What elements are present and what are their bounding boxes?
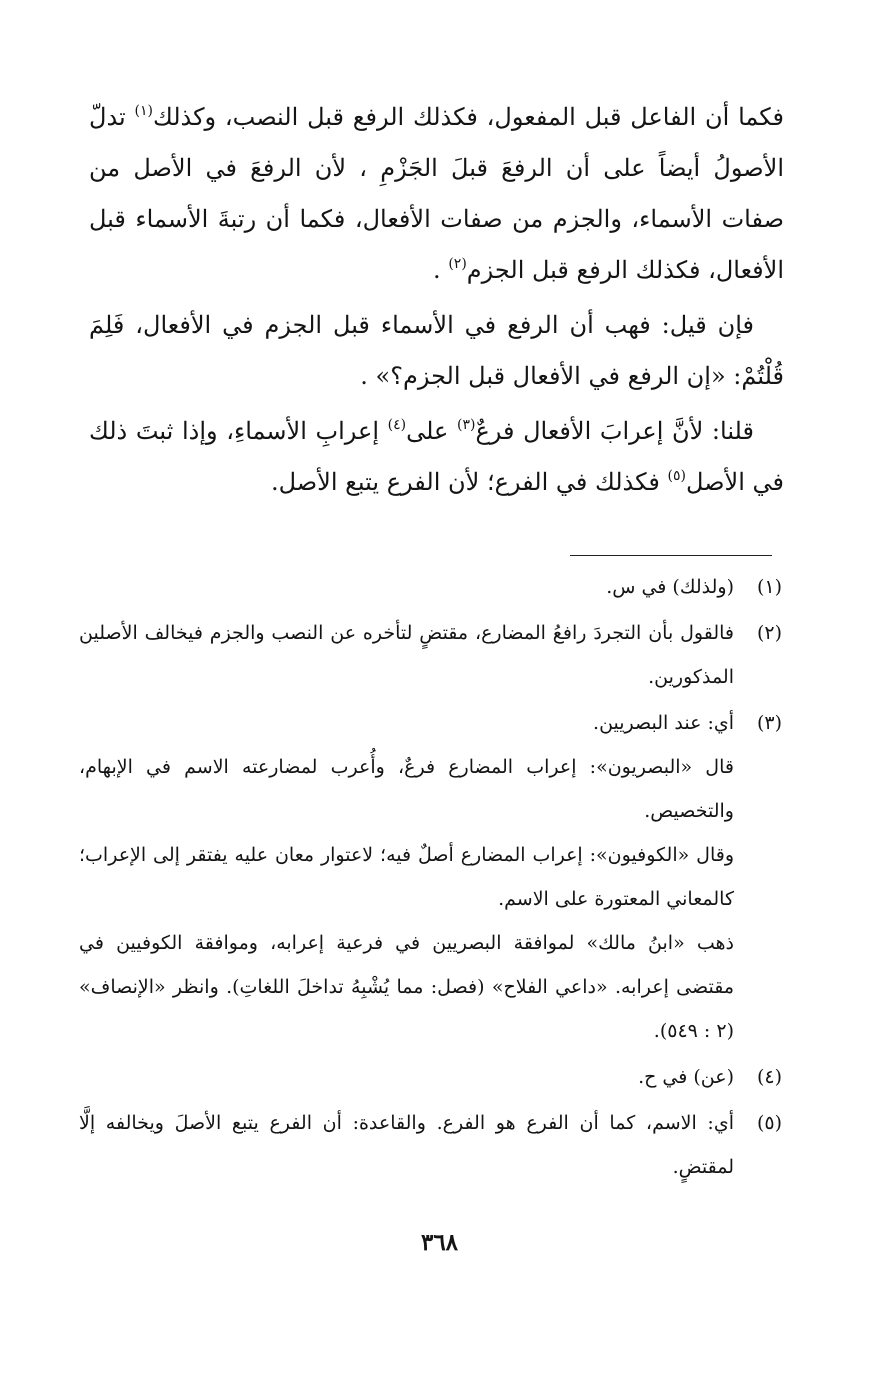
footnote-number: (٥): [756, 1112, 782, 1134]
footnote-separator: [570, 555, 772, 556]
footnote-ref: (٤): [387, 417, 407, 433]
footnote-paragraph: قال «البصريون»: إعراب المضارع فرعٌ، وأُعرب لمضارعته الاسم في الإبهام، والتخصيص.: [79, 756, 734, 822]
footnote-ref: (١): [134, 103, 153, 119]
text-run: فإن قيل: فهب أن الرفع في الأسماء قبل الجزم في الأفعال، فَلِمَ قُلْتُمْ: «إن الرفع في الأفعال قبل الجزم؟» .: [89, 311, 784, 390]
text-run: على: [406, 417, 457, 445]
body-paragraph: [89, 300, 784, 402]
text-run: إعرابِ الأسماءِ، وإذا ثبتَ ذلك في الأصل: [89, 417, 784, 496]
footnote: [79, 611, 782, 699]
footnote: [79, 565, 782, 609]
text-run: .: [433, 256, 449, 284]
text-run: فكذلك في الفرع؛ لأن الفرع يتبع الأصل.: [270, 468, 668, 496]
page-number: ٣٦٨: [420, 1229, 459, 1256]
footnote-paragraph: (عن) في ح.: [638, 1066, 734, 1088]
text-run: فكما أن الفاعل قبل المفعول، فكذلك الرفع قبل النصب، وكذلك: [152, 103, 784, 131]
footnote-number: (٢): [756, 622, 782, 644]
footnote-paragraph: (ولذلك) في س.: [606, 576, 734, 598]
body-paragraph: [89, 92, 784, 296]
footnote-number: (٣): [756, 712, 782, 734]
text-run: قلنا: لأنَّ إعرابَ الأفعال فرعٌ: [475, 417, 754, 445]
main-text: [89, 92, 784, 508]
footnote-paragraph: فالقول بأن التجردَ رافعُ المضارع، مقتضٍ لتأخره عن النصب والجزم فيخالف الأصلين المذكورين.: [79, 622, 734, 688]
footnote-ref: (٥): [667, 468, 686, 484]
footnote: [79, 1101, 782, 1189]
footnote-body: [79, 565, 734, 609]
footnote: [79, 701, 782, 1053]
footnote: [79, 1055, 782, 1099]
footnote-paragraph: أي: عند البصريين.: [593, 712, 734, 734]
footnote-number: (١): [756, 576, 782, 598]
text-run: تدلّ الأصولُ أيضاً على أن الرفعَ قبلَ الجَزْمِ ، لأن الرفعَ في الأصل من صفات الأسماء، والجزم من صفات الأفعال، فكما أن رتبةَ الأسماء قبل الأفعال، فكذلك الرفع قبل الجزم: [89, 103, 784, 284]
body-paragraph: [89, 406, 784, 508]
footnote-body: [79, 611, 734, 699]
footnote-ref: (٣): [456, 417, 476, 433]
footnote-number: (٤): [756, 1066, 782, 1088]
footnote-paragraph: أي: الاسم، كما أن الفرع هو الفرع. والقاعدة: أن الفرع يتبع الأصلَ ويخالفه إلَّا لمقتضٍ.: [79, 1112, 734, 1178]
footnote-paragraph: ذهب «ابنُ مالك» لموافقة البصريين في فرعية إعرابه، وموافقة الكوفيين في مقتضى إعرابه. «داعي الفلاح» (فصل: مما يُشْبِهُ تداخلَ اللغاتِ). وانظر «الإنصاف» (٢ : ٥٤٩).: [79, 932, 734, 1042]
footnote-body: [79, 701, 734, 1053]
footnote-body: [79, 1101, 734, 1189]
footnote-body: [79, 1055, 734, 1099]
footnotes: [79, 565, 782, 1189]
footnote-paragraph: وقال «الكوفيون»: إعراب المضارع أصلٌ فيه؛ لاعتوار معان عليه يفتقر إلى الإعراب؛ كالمعاني المعتورة على الاسم.: [79, 844, 734, 910]
footnote-ref: (٢): [448, 256, 467, 272]
